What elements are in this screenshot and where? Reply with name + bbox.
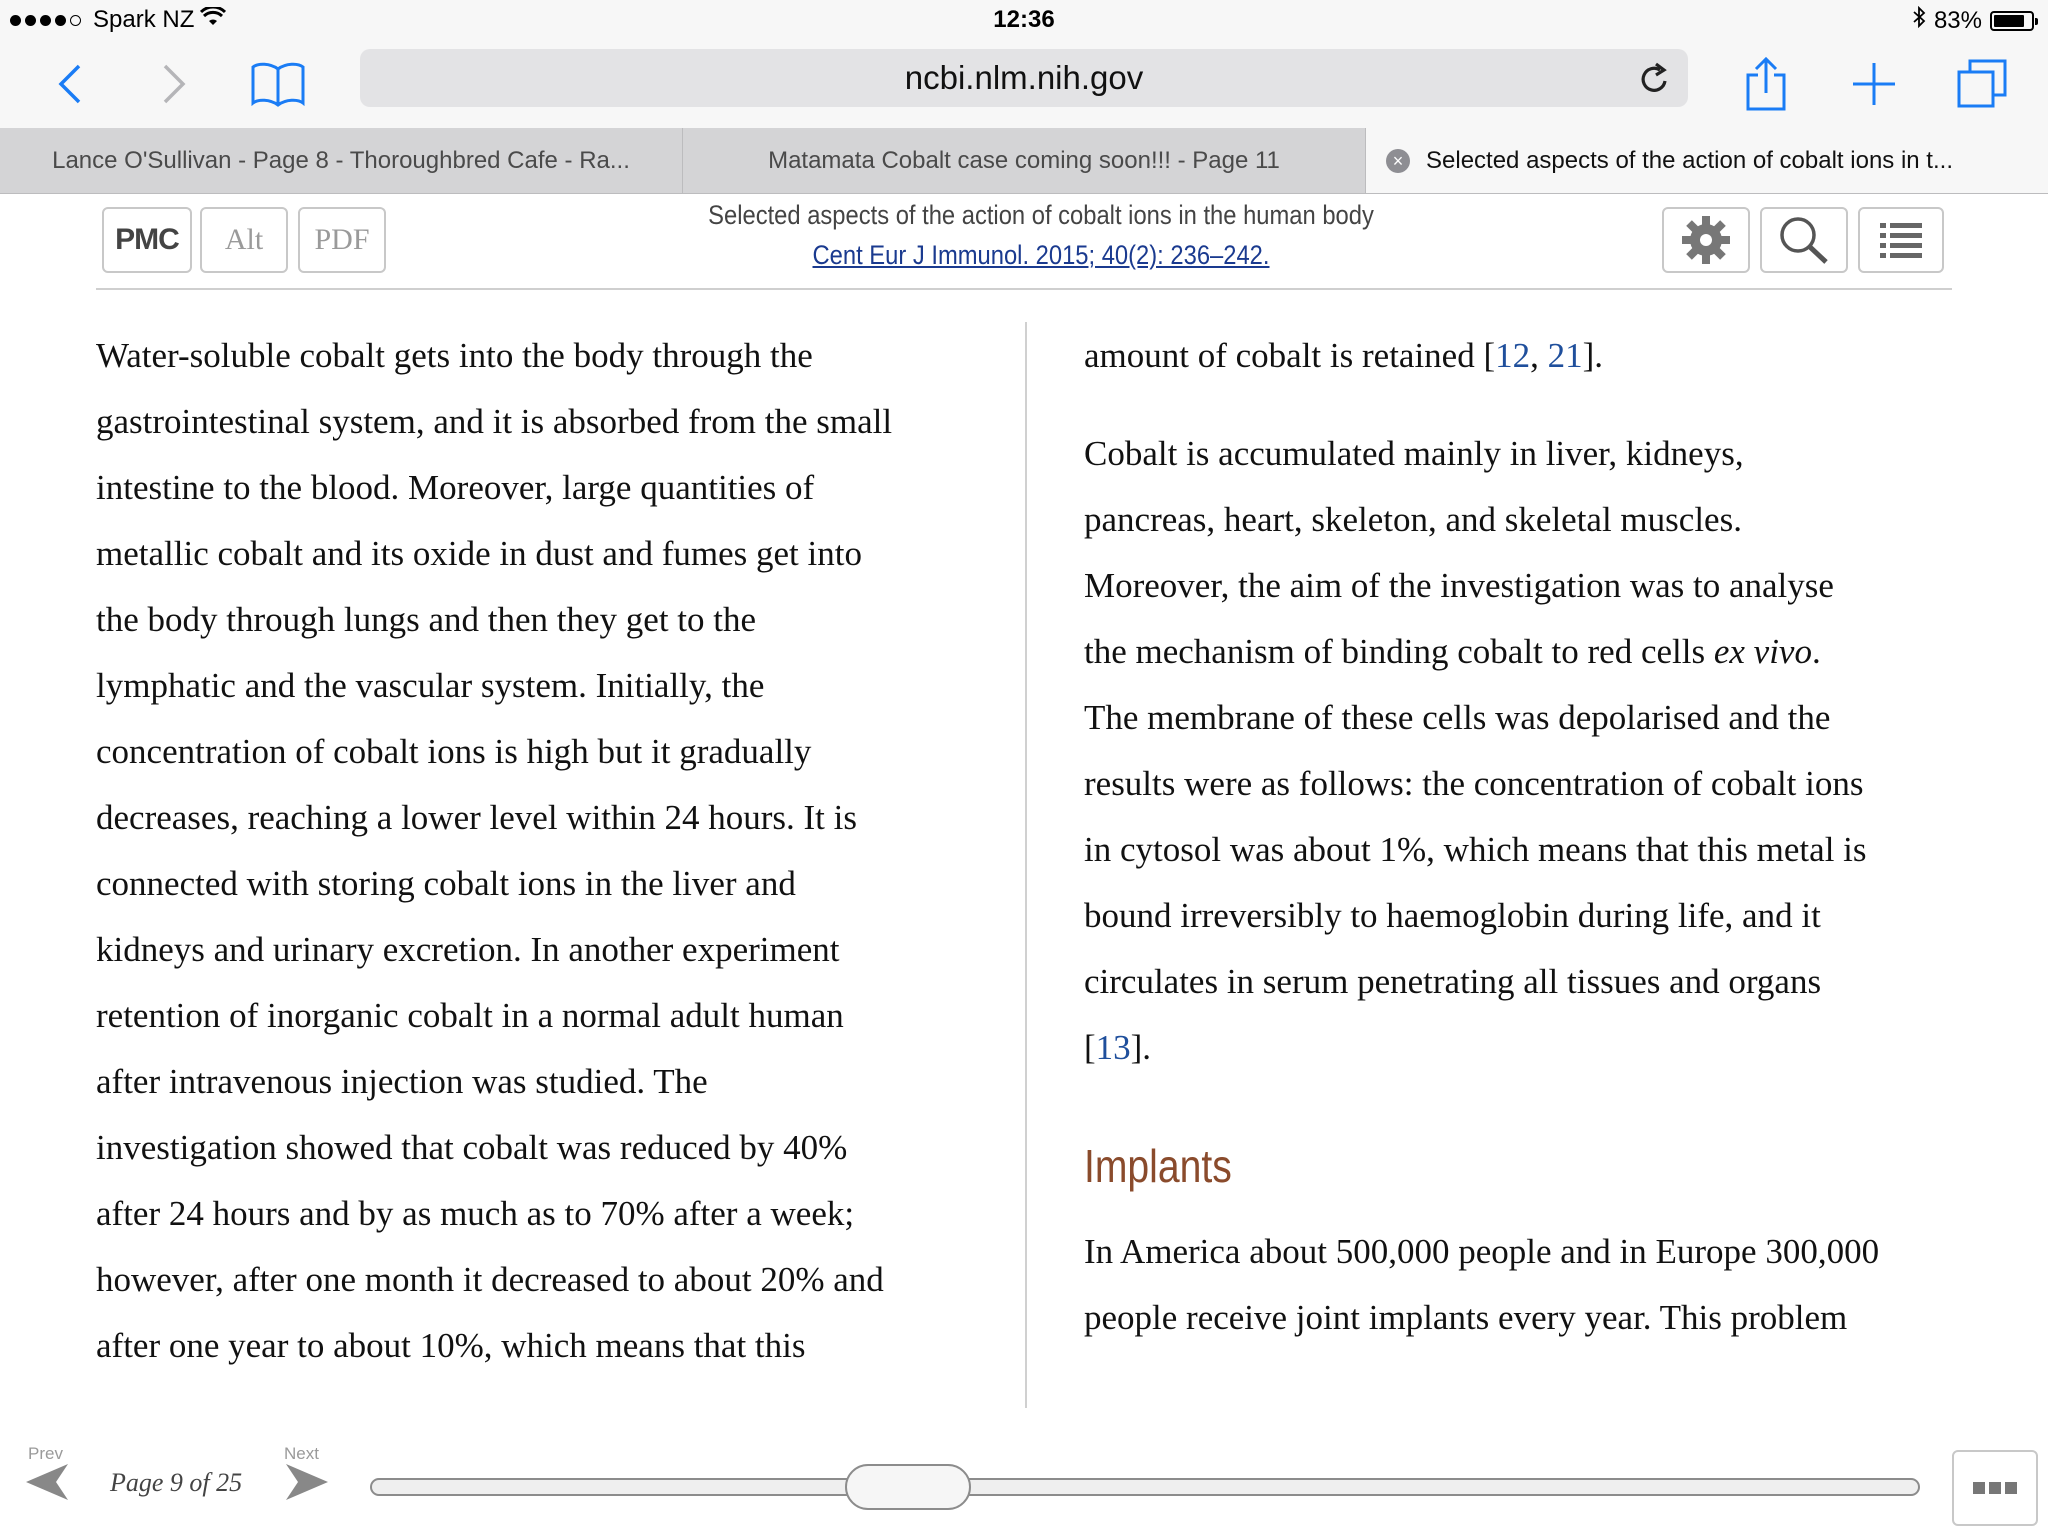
paragraph-line: bound irreversibly to haemoglobin during life, and it	[1084, 896, 1821, 935]
section-heading-implants: Implants	[1084, 1140, 1232, 1192]
more-icon-block	[2005, 1482, 2017, 1494]
forward-button[interactable]	[144, 54, 204, 114]
column-divider	[1025, 322, 1027, 1408]
prev-label: Prev	[28, 1444, 63, 1463]
paragraph-line: the mechanism of binding cobalt to red cells ex vivo.	[1084, 632, 1821, 671]
search-button[interactable]	[1760, 207, 1848, 273]
tab-strip	[0, 128, 2048, 194]
bookmarks-button[interactable]	[248, 54, 308, 114]
pdf-label: PDF	[314, 223, 370, 256]
paragraph-line: gastrointestinal system, and it is absorbed from the small	[96, 402, 893, 441]
bluetooth-icon	[1912, 6, 1926, 35]
paragraph-line: retention of inorganic cobalt in a normal adult human	[96, 996, 844, 1035]
paragraph-line: after intravenous injection was studied. The	[96, 1062, 708, 1101]
tabs-icon	[1956, 58, 2008, 110]
plus-icon	[1851, 61, 1897, 107]
carrier-name: Spark NZ	[93, 6, 195, 33]
tab-matamata-cobalt[interactable]	[683, 128, 1366, 193]
pdf-button[interactable]	[298, 207, 386, 273]
share-button[interactable]	[1736, 54, 1796, 114]
page-slider-track[interactable]	[370, 1478, 1920, 1496]
status-right	[1912, 6, 2034, 35]
pmc-button[interactable]	[102, 207, 192, 273]
search-icon	[1776, 214, 1832, 266]
tab-cobalt-article[interactable]	[1366, 128, 2048, 193]
paragraph-line: lymphatic and the vascular system. Initially, the	[96, 666, 765, 705]
paragraph-line: pancreas, heart, skeleton, and skeletal muscles.	[1084, 500, 1742, 539]
tab-label: Selected aspects of the action of cobalt ions in t...	[1426, 146, 1953, 174]
paragraph-line: amount of cobalt is retained [12, 21].	[1084, 336, 1604, 375]
arrow-left-icon	[24, 1460, 70, 1504]
alt-button[interactable]	[200, 207, 288, 273]
article-left-column	[96, 330, 1016, 1386]
tabs-overview-button[interactable]	[1952, 54, 2012, 114]
more-icon-block	[1973, 1482, 1985, 1494]
arrow-right-icon	[284, 1460, 330, 1504]
url-text: ncbi.nlm.nih.gov	[904, 59, 1144, 96]
paragraph-line: results were as follows: the concentration of cobalt ions	[1084, 764, 1864, 803]
article-citation-link[interactable]: Cent Eur J Immunol. 2015; 40(2): 236–242.	[812, 240, 1270, 270]
paragraph-line: connected with storing cobalt ions in the liver and	[96, 864, 796, 903]
more-icon-block	[1989, 1482, 2001, 1494]
gear-icon	[1680, 214, 1732, 266]
paragraph-line: the body through lungs and then they get to the	[96, 600, 757, 639]
paragraph	[1084, 692, 1964, 1022]
paragraph-line: Cobalt is accumulated mainly in liver, kidneys,	[1084, 434, 1744, 473]
status-bar	[0, 0, 2048, 40]
paragraph-line: [13].	[1084, 1028, 1152, 1067]
reference-link[interactable]: 12	[1495, 336, 1531, 375]
close-tab-icon[interactable]: ×	[1386, 149, 1410, 173]
page-indicator: Page 9 of 25	[110, 1468, 243, 1497]
reload-icon	[1638, 59, 1672, 97]
chevron-left-icon	[55, 62, 85, 106]
article-title: Selected aspects of the action of cobalt ions in the human body	[708, 200, 1374, 230]
battery-icon	[1990, 11, 2034, 31]
paragraph-line: after one year to about 10%, which means that this	[96, 1326, 806, 1365]
paragraph-line: after 24 hours and by as much as to 70% after a week;	[96, 1194, 855, 1233]
paragraph	[1084, 1226, 1964, 1358]
paragraph-line: Moreover, the aim of the investigation was to analyse	[1084, 566, 1834, 605]
back-button[interactable]	[40, 54, 100, 114]
settings-button[interactable]	[1662, 207, 1750, 273]
battery-level	[1994, 15, 2024, 27]
article-right-column	[1084, 330, 1964, 1358]
prev-page-button[interactable]	[24, 1460, 70, 1509]
list-icon	[1878, 219, 1924, 261]
paragraph-line: decreases, reaching a lower level within 24 hours. It is	[96, 798, 857, 837]
page-slider-thumb[interactable]	[845, 1464, 971, 1510]
paragraph-line: concentration of cobalt ions is high but it gradually	[96, 732, 812, 771]
reference-link[interactable]: 21	[1547, 336, 1583, 375]
paragraph-line: In America about 500,000 people and in Europe 300,000	[1084, 1232, 1880, 1271]
share-icon	[1744, 57, 1788, 111]
reload-button[interactable]	[1638, 59, 1672, 105]
tab-label: Matamata Cobalt case coming soon!!! - Page 11	[768, 146, 1280, 174]
paragraph-line: however, after one month it decreased to about 20% and	[96, 1260, 884, 1299]
pmc-logo: PMC	[115, 223, 179, 256]
reader-header	[96, 194, 1952, 290]
paragraph-line: metallic cobalt and its oxide in dust and fumes get into	[96, 534, 862, 573]
chevron-right-icon	[159, 62, 189, 106]
tab-thoroughbred-cafe[interactable]	[0, 128, 683, 193]
tab-label: Lance O'Sullivan - Page 8 - Thoroughbred Cafe - Ra...	[52, 146, 630, 174]
paragraph-line: in cytosol was about 1%, which means that this metal is	[1084, 830, 1867, 869]
book-icon	[250, 61, 306, 107]
paragraph-line: investigation showed that cobalt was reduced by 40%	[96, 1128, 848, 1167]
next-label: Next	[284, 1444, 319, 1463]
paragraph	[1084, 428, 1964, 626]
status-time: 12:36	[993, 6, 1055, 33]
url-bar[interactable]	[360, 49, 1688, 107]
page-navigation	[0, 1430, 2048, 1536]
paragraph-line: The membrane of these cells was depolarised and the	[1084, 698, 1831, 737]
paragraph-line: kidneys and urinary excretion. In another experiment	[96, 930, 840, 969]
paragraph-line: people receive joint implants every year. This problem	[1084, 1298, 1848, 1337]
paragraph-line: circulates in serum penetrating all tissues and organs	[1084, 962, 1822, 1001]
next-page-button[interactable]	[284, 1460, 330, 1509]
contents-button[interactable]	[1858, 207, 1944, 273]
paragraph-line: intestine to the blood. Moreover, large quantities of	[96, 468, 815, 507]
browser-toolbar	[0, 40, 2048, 128]
new-tab-button[interactable]	[1844, 54, 1904, 114]
more-options-button[interactable]	[1952, 1450, 2038, 1526]
battery-percent: 83%	[1933, 6, 1982, 34]
reference-link[interactable]: 13	[1095, 1028, 1131, 1067]
paragraph-line: Water-soluble cobalt gets into the body through the	[96, 336, 813, 375]
alt-label: Alt	[224, 223, 264, 256]
